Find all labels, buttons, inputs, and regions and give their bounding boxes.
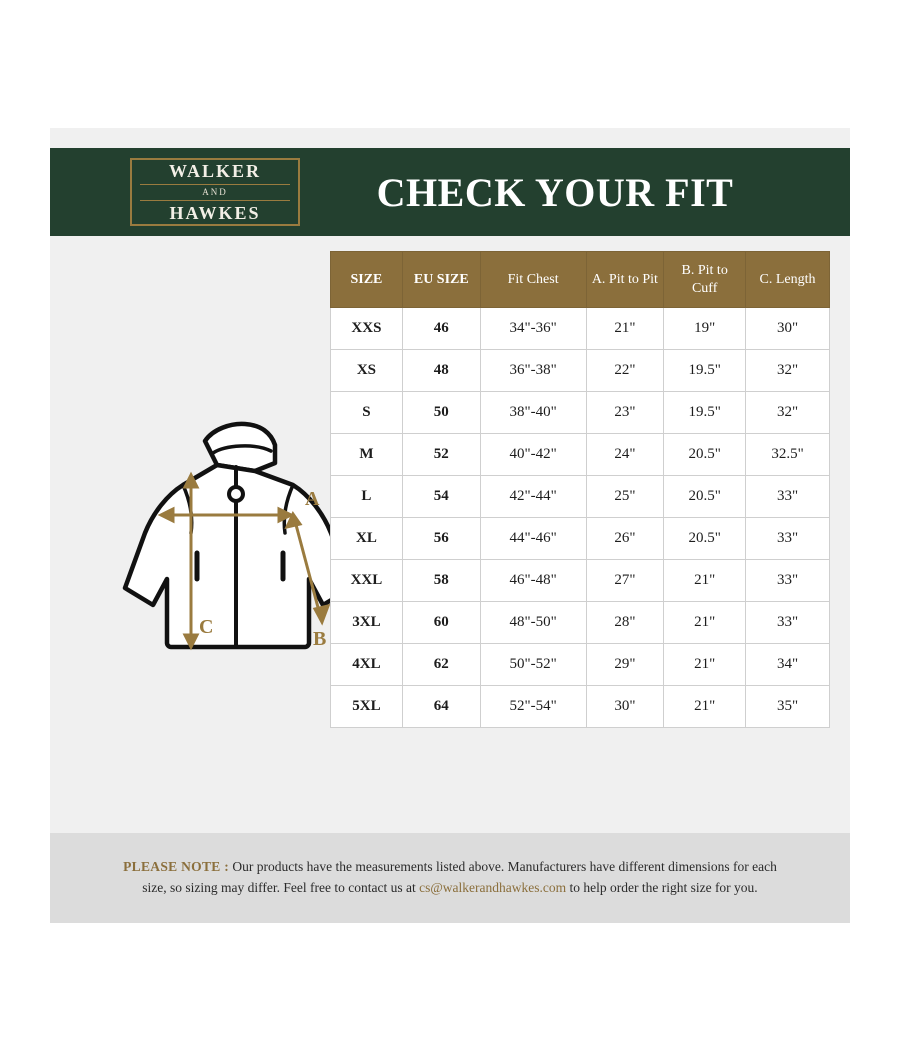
column-header-fit-chest: Fit Chest bbox=[480, 252, 586, 308]
table-row bbox=[331, 392, 830, 434]
cell-cuff: 20.5" bbox=[664, 476, 746, 518]
cell-eu: 64 bbox=[402, 686, 480, 728]
cell-pit: 26" bbox=[586, 518, 664, 560]
cell-pit: 28" bbox=[586, 602, 664, 644]
cell-eu: 60 bbox=[402, 602, 480, 644]
brand-line-2: AND bbox=[202, 187, 228, 197]
cell-eu: 58 bbox=[402, 560, 480, 602]
cell-size: XXS bbox=[331, 308, 403, 350]
footer-note bbox=[50, 833, 850, 923]
note-body-after: to help order the right size for you. bbox=[566, 880, 758, 895]
cell-size: L bbox=[331, 476, 403, 518]
cell-pit: 29" bbox=[586, 644, 664, 686]
table-row bbox=[331, 350, 830, 392]
table-row bbox=[331, 308, 830, 350]
cell-chest: 44"-46" bbox=[480, 518, 586, 560]
table-header-row bbox=[331, 252, 830, 308]
column-header-pit-to-pit: A. Pit to Pit bbox=[586, 252, 664, 308]
column-header-pit-to-cuff: B. Pit to Cuff bbox=[664, 252, 746, 308]
cell-chest: 42"-44" bbox=[480, 476, 586, 518]
cell-size: XS bbox=[331, 350, 403, 392]
cell-length: 32" bbox=[746, 350, 830, 392]
cell-cuff: 19.5" bbox=[664, 350, 746, 392]
cell-pit: 23" bbox=[586, 392, 664, 434]
cell-length: 33" bbox=[746, 602, 830, 644]
table-row bbox=[331, 644, 830, 686]
cell-cuff: 21" bbox=[664, 644, 746, 686]
column-header-size: SIZE bbox=[331, 252, 403, 308]
table-row bbox=[331, 434, 830, 476]
cell-length: 33" bbox=[746, 560, 830, 602]
cell-cuff: 20.5" bbox=[664, 518, 746, 560]
cell-pit: 21" bbox=[586, 308, 664, 350]
cell-chest: 46"-48" bbox=[480, 560, 586, 602]
cell-eu: 52 bbox=[402, 434, 480, 476]
cell-length: 32" bbox=[746, 392, 830, 434]
cell-chest: 40"-42" bbox=[480, 434, 586, 476]
please-note-label: PLEASE NOTE : bbox=[123, 859, 230, 875]
page-title: CHECK YOUR FIT bbox=[376, 169, 734, 215]
cell-chest: 52"-54" bbox=[480, 686, 586, 728]
brand-line-1: WALKER bbox=[168, 161, 261, 181]
table-row bbox=[331, 476, 830, 518]
cell-cuff: 21" bbox=[664, 686, 746, 728]
cell-chest: 48"-50" bbox=[480, 602, 586, 644]
cell-eu: 46 bbox=[402, 308, 480, 350]
cell-chest: 36"-38" bbox=[480, 350, 586, 392]
brand-divider-bottom bbox=[140, 200, 290, 201]
cell-pit: 30" bbox=[586, 686, 664, 728]
cell-length: 34" bbox=[746, 644, 830, 686]
brand-divider-top bbox=[140, 184, 290, 185]
cell-cuff: 20.5" bbox=[664, 434, 746, 476]
cell-length: 35" bbox=[746, 686, 830, 728]
cell-size: 3XL bbox=[331, 602, 403, 644]
cell-eu: 56 bbox=[402, 518, 480, 560]
cell-cuff: 21" bbox=[664, 560, 746, 602]
cell-chest: 38"-40" bbox=[480, 392, 586, 434]
cell-length: 33" bbox=[746, 476, 830, 518]
brand-line-3: HAWKES bbox=[169, 202, 261, 223]
cell-size: 5XL bbox=[331, 686, 403, 728]
diagram-label-b: B bbox=[313, 628, 327, 650]
cell-length: 30" bbox=[746, 308, 830, 350]
table-row bbox=[331, 518, 830, 560]
cell-size: XL bbox=[331, 518, 403, 560]
cell-size: S bbox=[331, 392, 403, 434]
cell-chest: 50"-52" bbox=[480, 644, 586, 686]
table-row bbox=[331, 686, 830, 728]
cell-cuff: 21" bbox=[664, 602, 746, 644]
cell-eu: 62 bbox=[402, 644, 480, 686]
cell-length: 33" bbox=[746, 518, 830, 560]
cell-cuff: 19.5" bbox=[664, 392, 746, 434]
cell-eu: 48 bbox=[402, 350, 480, 392]
column-header-length: C. Length bbox=[746, 252, 830, 308]
brand-logo bbox=[130, 158, 300, 226]
cell-cuff: 19" bbox=[664, 308, 746, 350]
footer-note-text bbox=[120, 857, 780, 899]
size-guide-sheet bbox=[50, 128, 850, 923]
cell-pit: 27" bbox=[586, 560, 664, 602]
diagram-label-a: A bbox=[305, 488, 320, 510]
table-row bbox=[331, 560, 830, 602]
cell-size: XXL bbox=[331, 560, 403, 602]
support-email-link[interactable]: cs@walkerandhawkes.com bbox=[419, 880, 567, 895]
diagram-label-c: C bbox=[199, 616, 214, 638]
cell-eu: 54 bbox=[402, 476, 480, 518]
cell-size: M bbox=[331, 434, 403, 476]
cell-size: 4XL bbox=[331, 644, 403, 686]
cell-pit: 24" bbox=[586, 434, 664, 476]
cell-chest: 34"-36" bbox=[480, 308, 586, 350]
size-table-container bbox=[330, 251, 830, 728]
column-header-eu-size: EU SIZE bbox=[402, 252, 480, 308]
cell-pit: 25" bbox=[586, 476, 664, 518]
size-table bbox=[330, 251, 830, 728]
table-row bbox=[331, 602, 830, 644]
cell-length: 32.5" bbox=[746, 434, 830, 476]
cell-eu: 50 bbox=[402, 392, 480, 434]
note-body-before: Our products have the measurements listed above. Manufacturers have different dimensions for each size, so sizing may differ. Feel free to contact us at bbox=[142, 859, 777, 895]
header-bar bbox=[50, 148, 850, 236]
cell-pit: 22" bbox=[586, 350, 664, 392]
